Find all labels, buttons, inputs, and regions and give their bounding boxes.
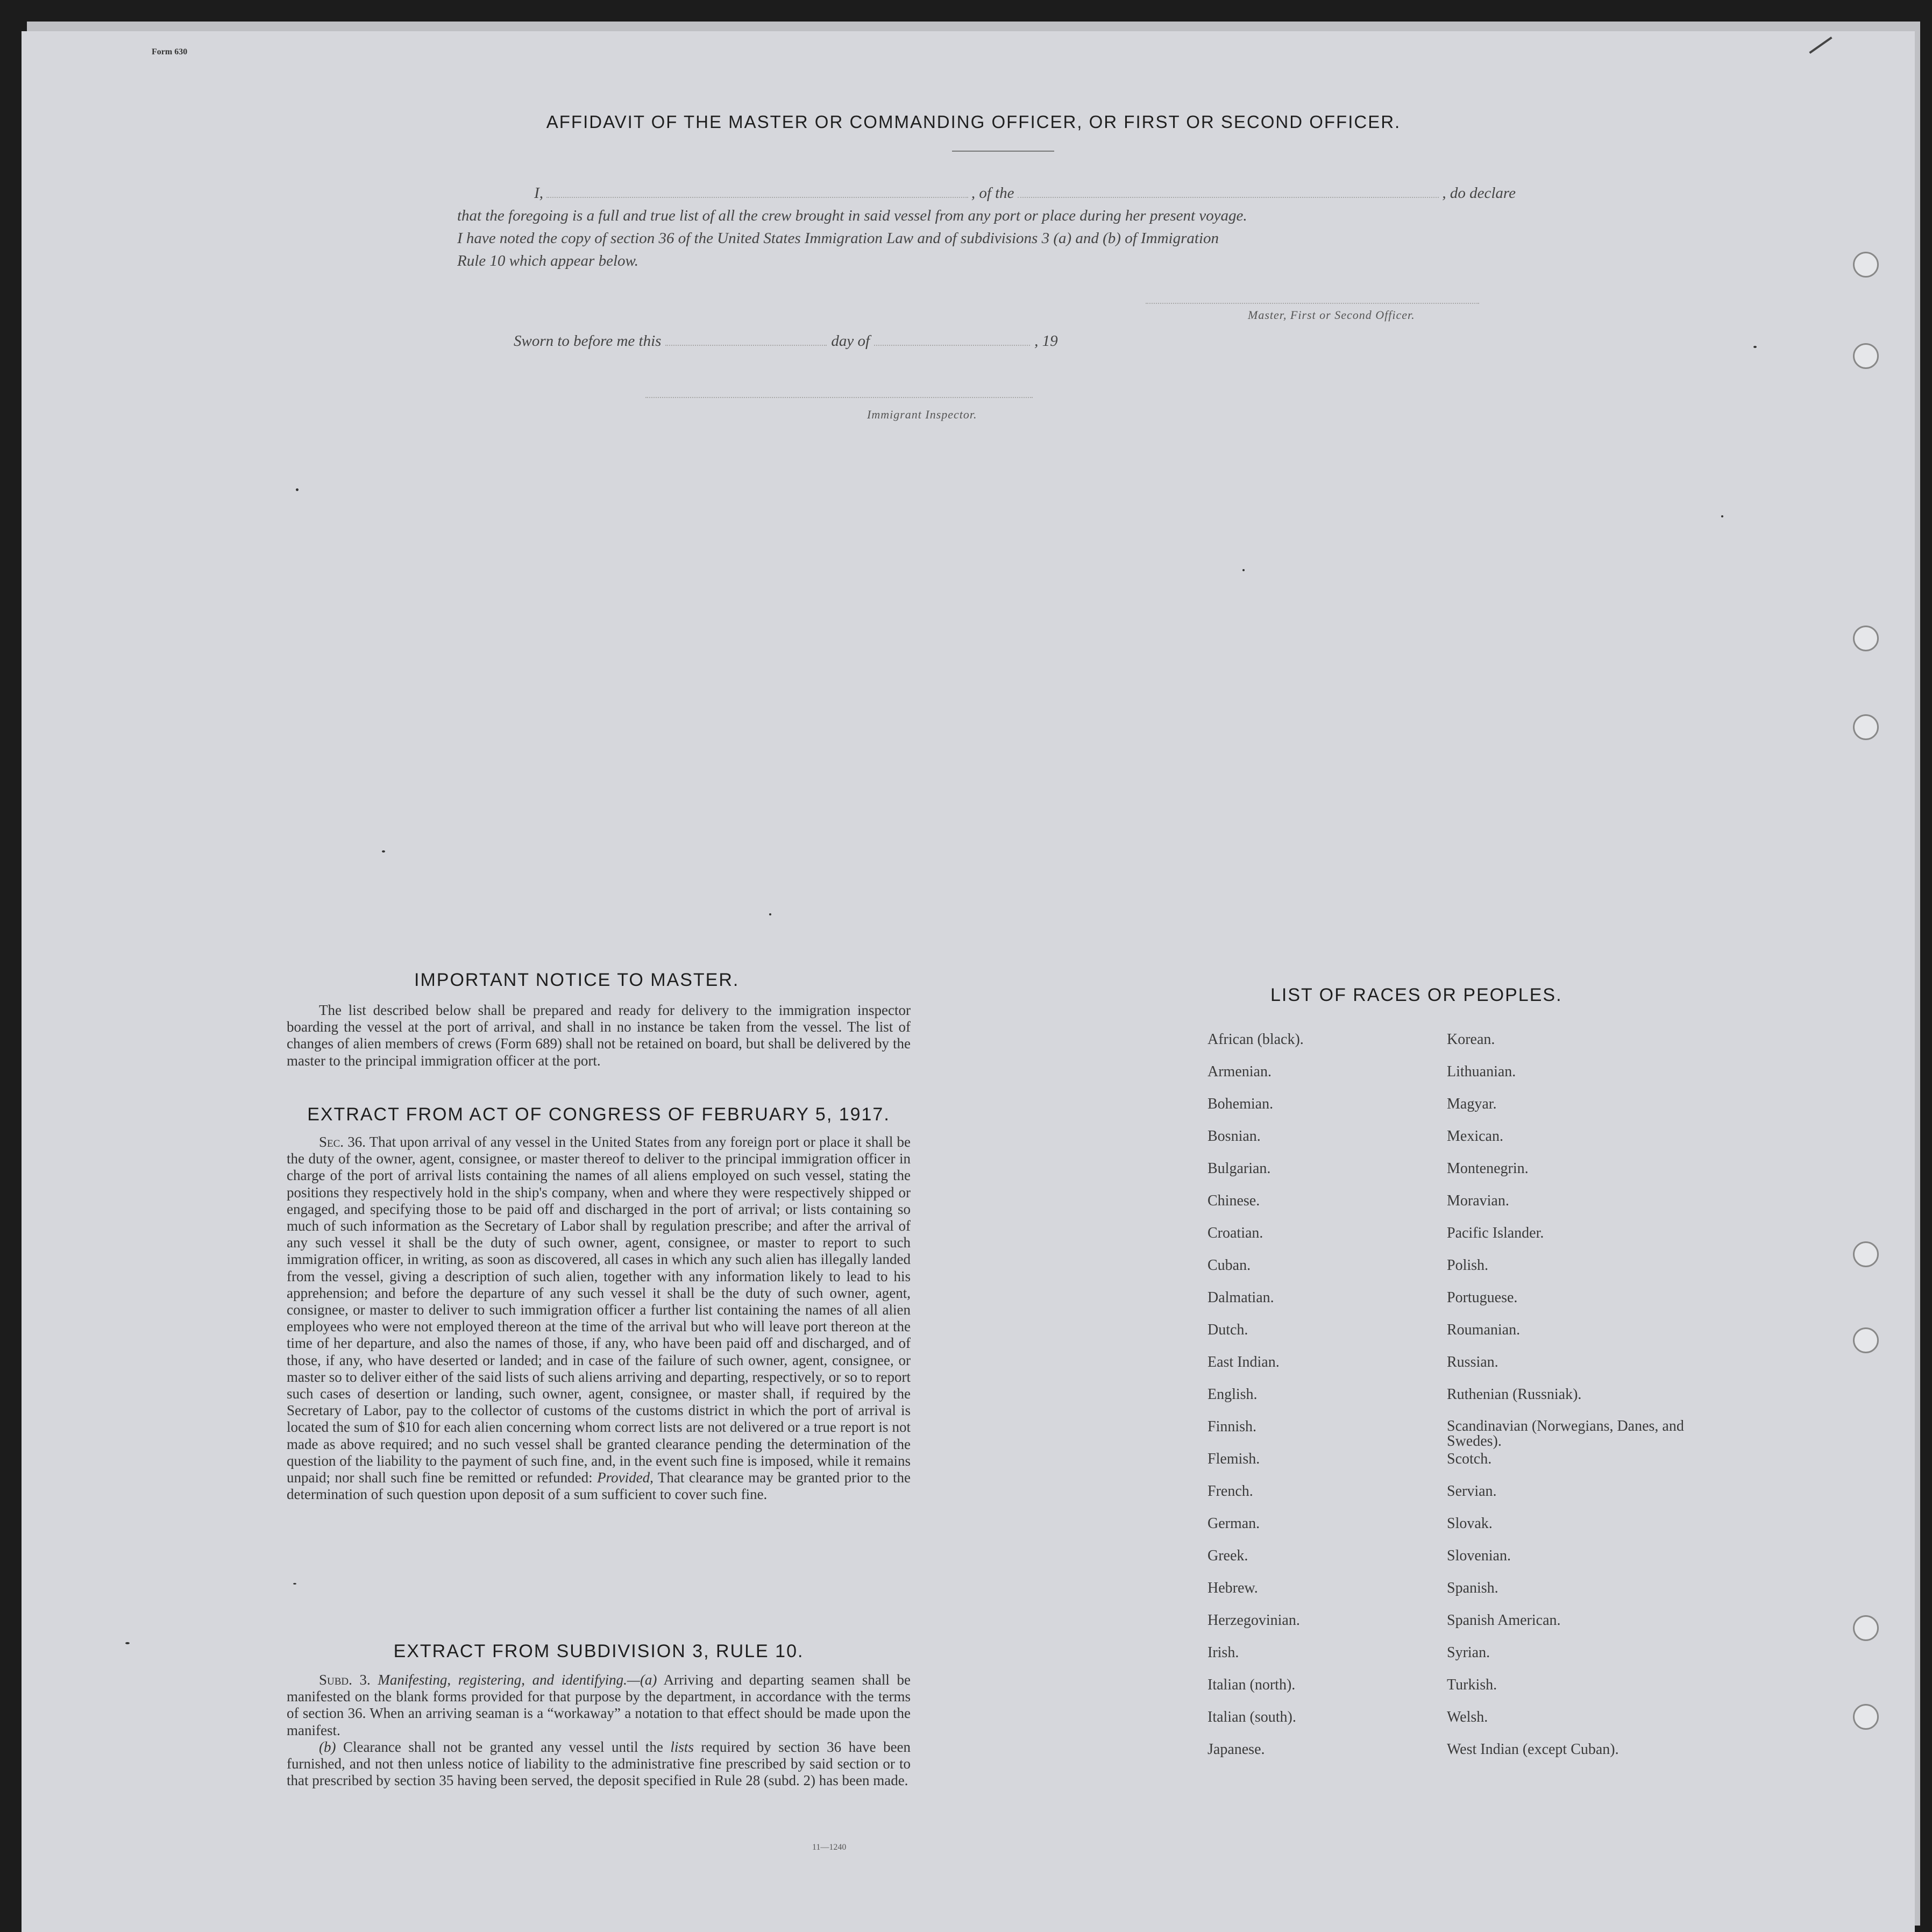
notice-title: IMPORTANT NOTICE TO MASTER. <box>414 970 740 990</box>
race-item: Greek. <box>1208 1547 1248 1564</box>
speck <box>296 488 299 491</box>
para-a-text: Arriving and departing seamen shall be manifested on the blank forms provided for that purpose by the department, in accordance with the terms of section 36. When an arriving seaman is a “workaway” a notation to that effect should be made upon the manifest. <box>287 1672 911 1738</box>
form-number: Form 630 <box>152 47 188 56</box>
sworn-label: Sworn to before me this <box>514 332 662 350</box>
day-of-label: day of <box>831 332 870 350</box>
race-item: Portuguese. <box>1447 1289 1518 1306</box>
affidavit-title: AFFIDAVIT OF THE MASTER OR COMMANDING OFFICER, OR FIRST OR SECOND OFFICER. <box>546 112 1401 132</box>
para-b-lists: lists <box>670 1738 694 1755</box>
day-blank[interactable] <box>665 333 827 346</box>
rule-10-text <box>287 1672 911 1789</box>
rule-10-paragraph-a <box>287 1672 911 1739</box>
subdivision-label: Subd. 3. <box>319 1672 371 1688</box>
para-b-mark: (b) <box>319 1738 336 1755</box>
race-item: Italian (north). <box>1208 1677 1296 1693</box>
race-item: Dalmatian. <box>1208 1289 1274 1306</box>
binder-hole <box>1853 1241 1879 1267</box>
pen-mark <box>1809 37 1832 54</box>
race-item: Irish. <box>1208 1644 1239 1661</box>
race-item: French. <box>1208 1483 1253 1500</box>
speck <box>1753 346 1757 348</box>
race-item: Finnish. <box>1208 1418 1257 1435</box>
race-item: Polish. <box>1447 1257 1489 1274</box>
binder-hole <box>1853 343 1879 369</box>
race-item: Italian (south). <box>1208 1709 1296 1725</box>
race-item: Lithuanian. <box>1447 1063 1516 1080</box>
binder-hole <box>1853 1704 1879 1730</box>
race-item: Dutch. <box>1208 1322 1248 1338</box>
affidavit-text <box>457 182 1516 272</box>
races-column-1 <box>1208 1032 1450 1774</box>
of-the-label: , of the <box>971 184 1014 202</box>
race-item: Montenegrin. <box>1447 1160 1529 1177</box>
race-item: Servian. <box>1447 1483 1497 1500</box>
race-item: Flemish. <box>1208 1451 1260 1467</box>
binder-hole <box>1853 626 1879 651</box>
race-item: Bosnian. <box>1208 1128 1261 1145</box>
race-item: Moravian. <box>1447 1192 1509 1209</box>
binder-hole <box>1853 1327 1879 1353</box>
para-a-mark: (a) <box>640 1672 657 1688</box>
affidavit-line-1 <box>457 182 1516 204</box>
speck <box>1242 569 1245 571</box>
race-item: English. <box>1208 1386 1258 1403</box>
name-blank[interactable] <box>546 184 968 198</box>
i-label: I, <box>534 184 543 202</box>
race-item: Bohemian. <box>1208 1096 1274 1112</box>
race-item: African (black). <box>1208 1031 1304 1048</box>
para-b-end: required by section 36 have been furnished, and not then unless notice of liability to the administrative fine prescribed by said section or to that prescribed by section 35 having been served, the deposit specified in Rule 28 (subd. 2) has been made. <box>287 1738 911 1789</box>
speck <box>382 850 385 853</box>
race-item: Chinese. <box>1208 1192 1260 1209</box>
affidavit-line-3: I have noted the copy of section 36 of the United States Immigration Law and of subdivisions 3 (a) and (b) of Immigration <box>457 230 1219 247</box>
section-36-body-2: That clearance may be granted prior to the determination of such question upon deposit of a sum sufficient to cover such fine. <box>287 1469 911 1503</box>
race-item: Magyar. <box>1447 1096 1497 1112</box>
signature-blank[interactable] <box>1146 303 1479 304</box>
binder-hole <box>1853 1615 1879 1641</box>
speck <box>769 913 771 915</box>
race-item: German. <box>1208 1515 1260 1532</box>
race-item: Bulgarian. <box>1208 1160 1271 1177</box>
section-36-body-1: That upon arrival of any vessel in the United States from any foreign port or place it shall be the duty of the owner, agent, consignee, or master thereof to deliver to the principal immigration officer in charge of the port of arrival lists containing the names of all aliens employed on such vessel, stating the positions they respectively hold in the ship's company, when and where they were respectively shipped or engaged, and specifying those to be paid off and discharged in the port of arrival; or lists containing so much of such information as the Secretary of Labor shall by regulation prescribe; and after the arrival of any such vessel it shall be the duty of such owner, agent, consignee, or master to report to such immigration officer, in writing, as soon as discovered, all cases in which any such alien has illegally landed from the vessel, giving a description of such alien, together with any information likely to lead to his apprehension; and before the departure of any such vessel it shall be the duty of such owner, agent, consignee, or master to deliver to such immigration officer a further list containing the names of all alien employees who were not employed thereon at the time of the arrival but who will leave port thereon at the time of her departure, and also the names of those, if any, who have been paid off and discharged, and of those, if any, who have deserted or landed; and in case of the failure of such owner, agent, consignee, or master so to deliver either of the said lists of such aliens arriving and departing, respectively, or so to report such cases of desertion or landing, such owner, agent, consignee, or master shall, if required by the Secretary of Labor, pay to the collector of customs of the customs district in which the port of arrival is located the sum of $10 for each alien concerning whom correct lists are not delivered or a true report is not made as above required; and no such vessel shall be granted clearance pending the determination of the question of the liability to the payment of such fine, and, in the event such fine is imposed, while it remains unpaid; nor shall such fine be remitted or refunded: <box>287 1134 911 1486</box>
race-item: Japanese. <box>1208 1741 1265 1758</box>
inspector-blank[interactable] <box>645 397 1033 398</box>
race-item: Spanish American. <box>1447 1612 1561 1629</box>
race-item: Slovak. <box>1447 1515 1493 1532</box>
race-item: Hebrew. <box>1208 1580 1258 1596</box>
affidavit-line-2: that the foregoing is a full and true list of all the crew brought in said vessel from any port or place during her present voyage. <box>457 207 1247 224</box>
race-item: Spanish. <box>1447 1580 1498 1596</box>
year-label: , 19 <box>1034 332 1058 350</box>
race-item: Pacific Islander. <box>1447 1225 1544 1241</box>
race-item: Welsh. <box>1447 1709 1488 1725</box>
race-item: Herzegovinian. <box>1208 1612 1300 1629</box>
provided-word: Provided, <box>597 1469 654 1486</box>
print-code: 11—1240 <box>812 1843 847 1852</box>
subdivision-heading: Manifesting, registering, and identifying.— <box>378 1672 640 1688</box>
title-rule <box>952 151 1054 152</box>
speck <box>1721 515 1723 517</box>
race-item: West Indian (except Cuban). <box>1447 1741 1619 1758</box>
section-36-text <box>287 1134 911 1503</box>
race-item: Croatian. <box>1208 1225 1263 1241</box>
race-item: Mexican. <box>1447 1128 1503 1145</box>
extract-act-title: EXTRACT FROM ACT OF CONGRESS OF FEBRUARY 5, 1917. <box>307 1104 890 1125</box>
speck <box>125 1642 130 1644</box>
extract-rule-title: EXTRACT FROM SUBDIVISION 3, RULE 10. <box>393 1641 804 1661</box>
vessel-blank[interactable] <box>1018 184 1439 198</box>
race-item: Turkish. <box>1447 1677 1497 1693</box>
race-item: Armenian. <box>1208 1063 1272 1080</box>
signature-label: Master, First or Second Officer. <box>1248 308 1415 322</box>
para-b-start: Clearance shall not be granted any vessel until the <box>343 1738 663 1755</box>
affidavit-line-4: Rule 10 which appear below. <box>457 252 638 269</box>
binder-hole <box>1853 252 1879 278</box>
race-item: Cuban. <box>1208 1257 1251 1274</box>
form-page <box>22 31 1915 1932</box>
race-item: Scotch. <box>1447 1451 1492 1467</box>
races-title: LIST OF RACES OR PEOPLES. <box>1270 985 1562 1005</box>
declare-label: , do declare <box>1442 184 1516 202</box>
speck <box>293 1583 296 1585</box>
race-item: East Indian. <box>1208 1354 1280 1370</box>
race-item: Scandinavian (Norwegians, Danes, and Swedes). <box>1447 1418 1684 1450</box>
race-item: Syrian. <box>1447 1644 1490 1661</box>
inspector-label: Immigrant Inspector. <box>867 408 977 421</box>
rule-10-paragraph-b <box>287 1739 911 1789</box>
race-item: Russian. <box>1447 1354 1498 1370</box>
binder-hole <box>1853 714 1879 740</box>
section-label: Sec. 36. <box>319 1134 366 1150</box>
race-item: Slovenian. <box>1447 1547 1511 1564</box>
race-item: Korean. <box>1447 1031 1495 1048</box>
month-blank[interactable] <box>874 333 1030 346</box>
race-item: Ruthenian (Russniak). <box>1447 1386 1582 1403</box>
notice-body: The list described below shall be prepared and ready for delivery to the immigration inspector boarding the vessel at the port of arrival, and shall in no instance be taken from the vessel. The list of changes of alien members of crews (Form 689) shall not be retained on board, but shall be delivered by the master to the principal immigration officer at the port. <box>287 1002 911 1069</box>
race-item: Roumanian. <box>1447 1322 1521 1338</box>
races-column-2 <box>1447 1032 1689 1774</box>
sworn-line <box>514 332 1058 350</box>
